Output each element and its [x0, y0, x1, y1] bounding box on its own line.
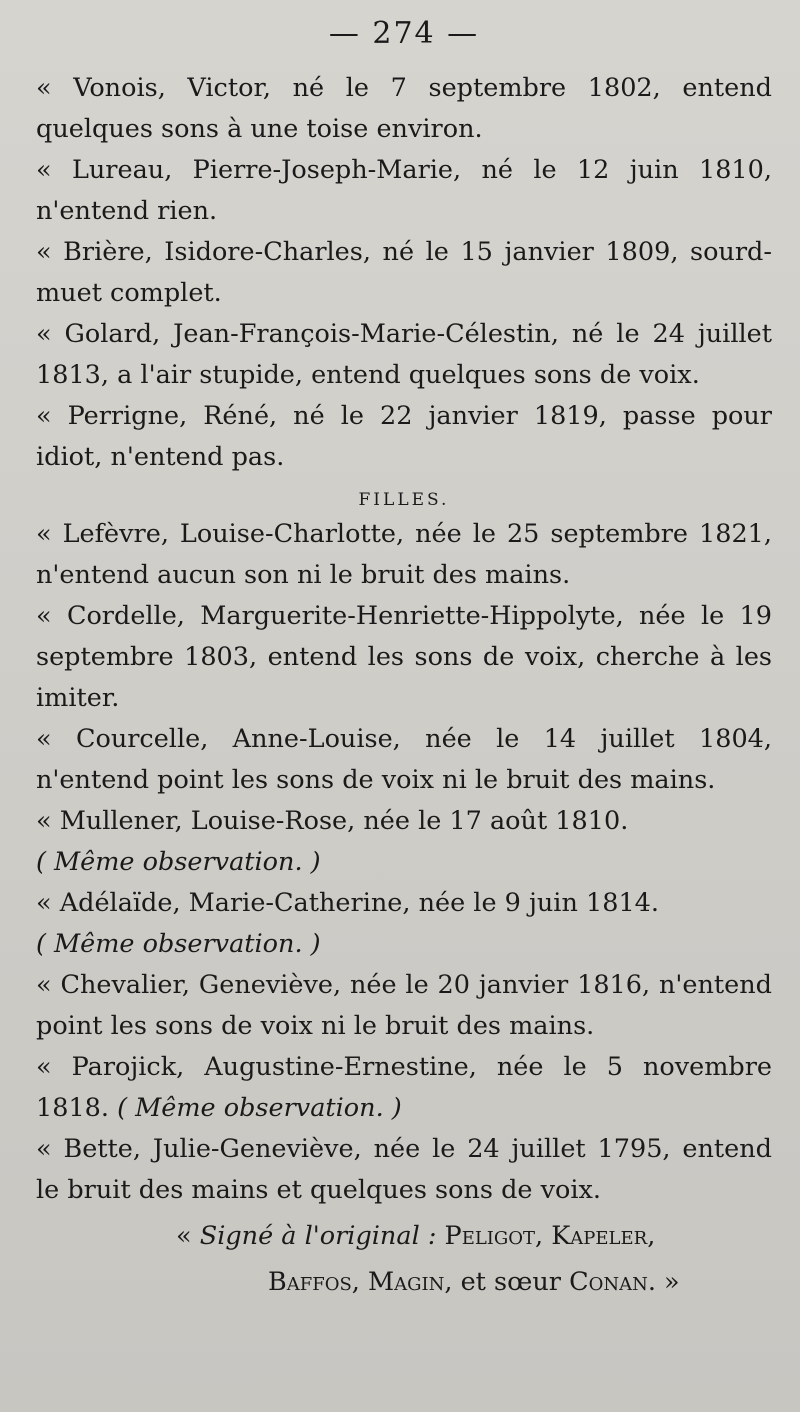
entry-chevalier: [36, 965, 772, 1047]
signature-close-quote: »: [655, 1267, 680, 1297]
entry-briere: « Brière, Isidore-Charles, né le 15 janvier 1809, sourd-muet complet.: [36, 237, 772, 308]
signature-line-2: [36, 1259, 772, 1305]
entry-lureau: « Lureau, Pierre-Joseph-Marie, né le 12 juin 1810, n'entend rien.: [36, 155, 772, 226]
entry-bette-text: « Bette, Julie-Geneviève, née le 24 juillet 1795, entend le bruit des mains et quelques sons de voix.: [36, 1134, 772, 1205]
signature-names-2a: Baffos, Magin,: [268, 1267, 453, 1297]
signature-names-1: Peligot, Kapeler,: [444, 1221, 656, 1251]
entry-courcelle: [36, 719, 772, 801]
signature-names-2c: Conan.: [569, 1267, 656, 1297]
entry-perrigne: « Perrigne, Réné, né le 22 janvier 1819, passe pour idiot, n'entend pas.: [36, 401, 772, 472]
entry-lefevre: [36, 514, 772, 596]
entry-chevalier-text: « Chevalier, Geneviève, née le 20 janvier 1816, n'entend point les sons de voix ni le bruit des mains.: [36, 970, 772, 1041]
entry-lefevre-text: « Lefèvre, Louise-Charlotte, née le 25 septembre 1821, n'entend aucun son ni le bruit des mains.: [36, 519, 772, 590]
entry-bette: [36, 1129, 772, 1211]
entry-mullener: [36, 801, 772, 883]
entry-courcelle-text: « Courcelle, Anne-Louise, née le 14 juillet 1804, n'entend point les sons de voix ni le bruit des mains.: [36, 724, 772, 795]
entry-parojick: [36, 1047, 772, 1129]
entries-girls: [36, 514, 772, 1211]
entry-adelaide-observation: ( Même observation. ): [36, 929, 321, 959]
entries-boys: [36, 68, 772, 478]
entry-parojick-text: « Parojick, Augustine-Ernestine, née le 5 novembre 1818.: [36, 1052, 772, 1123]
entry-cordelle: [36, 596, 772, 719]
section-heading-filles: FILLES.: [358, 490, 450, 510]
page-number: — 274 —: [328, 16, 480, 51]
entry-mullener-text: « Mullener, Louise-Rose, née le 17 août 1810.: [36, 806, 629, 836]
signature-block: [36, 1213, 772, 1305]
signature-names-2b: et sœur: [452, 1267, 570, 1297]
signature-open-quote: «: [176, 1221, 200, 1251]
entry-golard: « Golard, Jean-François-Marie-Célestin, né le 24 juillet 1813, a l'air stupide, entend quelques sons de voix.: [36, 319, 772, 390]
entry-vonois: « Vonois, Victor, né le 7 septembre 1802, entend quelques sons à une toise environ.: [36, 73, 772, 144]
entry-cordelle-text: « Cordelle, Marguerite-Henriette-Hippolyte, née le 19 septembre 1803, entend les sons de voix, cherche à les imiter.: [36, 601, 772, 713]
entry-adelaide-text: « Adélaïde, Marie-Catherine, née le 9 juin 1814.: [36, 888, 659, 918]
entry-mullener-observation: ( Même observation. ): [36, 847, 321, 877]
entry-parojick-observation: ( Même observation. ): [117, 1093, 402, 1123]
entry-adelaide: [36, 883, 772, 965]
signature-label: Signé à l'original :: [199, 1221, 437, 1251]
signature-line-1: [36, 1213, 772, 1259]
